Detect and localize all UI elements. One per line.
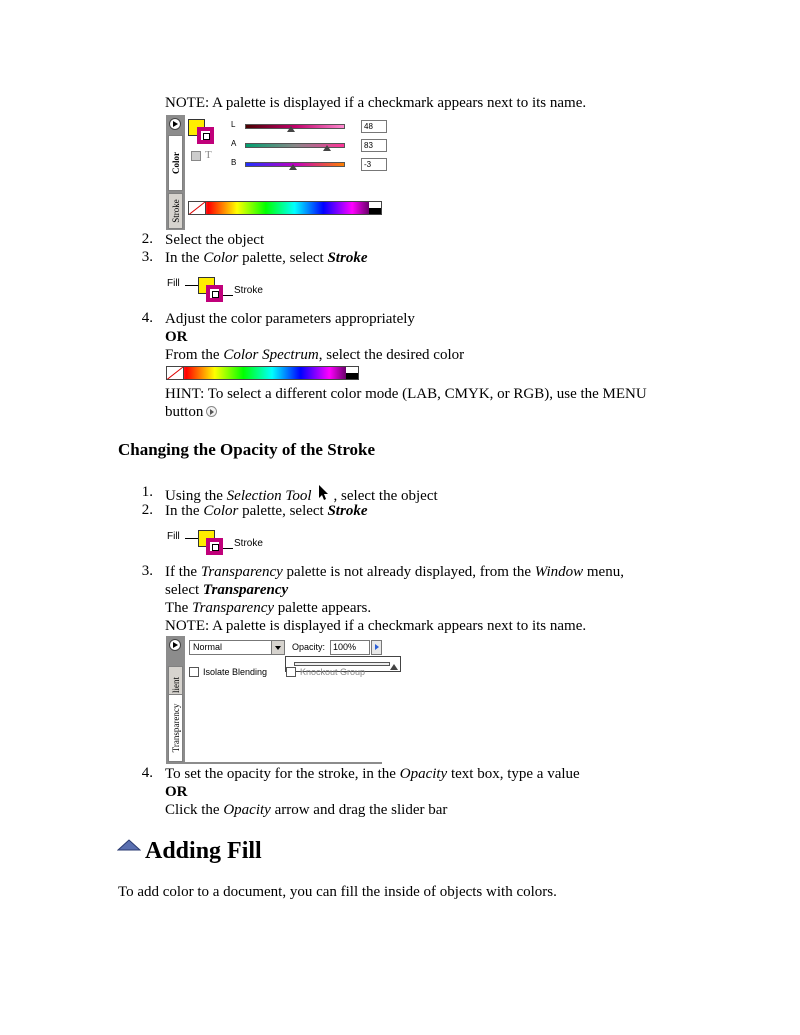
tab-stroke[interactable]: Stroke [168, 193, 183, 229]
stroke-swatch[interactable] [197, 127, 214, 144]
or-text: OR [165, 329, 188, 345]
slider-b-value[interactable]: -3 [361, 158, 387, 171]
slider-a-value[interactable]: 83 [361, 139, 387, 152]
color-spectrum-bar[interactable] [166, 366, 359, 380]
color-palette-body [185, 115, 384, 230]
slider-a-thumb[interactable] [323, 145, 331, 151]
step-text: Adjust the color parameters appropriately [165, 311, 415, 327]
note-text: NOTE: A palette is displayed if a checkmark appears next to its name. [165, 618, 587, 634]
tab-transparency[interactable]: Transparency [168, 694, 183, 762]
stroke-swatch [206, 538, 223, 555]
fill-stroke-icon: Fill Stroke [167, 528, 277, 558]
palette-menu-icon[interactable] [169, 118, 181, 130]
color-palette-image [166, 115, 384, 230]
note-text: NOTE: A palette is displayed if a checkmark appears next to its name. [165, 95, 587, 111]
selection-tool-icon [315, 484, 331, 502]
fill-stroke-icon: Fill Stroke [167, 275, 277, 305]
step-number: 4. [141, 310, 153, 326]
text-icon[interactable]: T [205, 149, 212, 161]
step-number: 3. [141, 563, 153, 579]
slider-b[interactable]: B -3 [231, 158, 381, 172]
tab-gradient[interactable]: lient [168, 666, 183, 704]
container-icon[interactable] [191, 151, 201, 161]
palette-tab-strip [166, 115, 185, 230]
black-white-swatch[interactable] [369, 202, 381, 214]
knockout-group-checkbox[interactable] [286, 667, 296, 677]
slider-l-thumb[interactable] [287, 126, 295, 132]
transparency-palette-image [166, 636, 382, 764]
transparency-palette-body [185, 636, 382, 764]
slider-b-thumb[interactable] [289, 164, 297, 170]
none-swatch[interactable] [167, 367, 184, 379]
chevron-down-icon[interactable] [271, 641, 284, 654]
step-text: In the Color palette, select Stroke [165, 503, 368, 519]
step-alt-text: Click the Opacity arrow and drag the slider bar [165, 802, 448, 818]
step-text-continued: select Transparency [165, 582, 289, 598]
none-swatch[interactable] [189, 202, 206, 214]
intro-paragraph: To add color to a document, you can fill the inside of objects with colors. [118, 884, 557, 900]
tab-color[interactable]: Color [168, 135, 183, 191]
isolate-blending-label: Isolate Blending [203, 667, 268, 677]
slider-l[interactable]: L 48 [231, 120, 381, 134]
palette-menu-icon[interactable] [169, 639, 181, 651]
result-text: The Transparency palette appears. [165, 600, 372, 616]
opacity-slider-knob[interactable] [390, 664, 398, 670]
hint-text: HINT: To select a different color mode (LAB, CMYK, or RGB), use the MENU [165, 386, 647, 402]
opacity-arrow-button[interactable] [371, 640, 382, 655]
step-text: To set the opacity for the stroke, in the Opacity text box, type a value [165, 766, 580, 782]
slider-l-value[interactable]: 48 [361, 120, 387, 133]
isolate-blending-checkbox[interactable] [189, 667, 199, 677]
opacity-slider-track[interactable] [294, 662, 390, 666]
step-number: 2. [141, 502, 153, 518]
slider-a[interactable]: A 83 [231, 139, 381, 153]
step-text: Select the object [165, 232, 265, 248]
up-arrow-icon[interactable] [117, 838, 141, 852]
step-text: Using the Selection Tool , select the object [165, 484, 438, 505]
step-number: 1. [141, 484, 153, 500]
knockout-group-label: Knockout Group [300, 667, 366, 677]
hint-text-continued: button [165, 403, 203, 421]
step-number: 4. [141, 765, 153, 781]
or-text: OR [165, 784, 188, 800]
page-heading: Adding Fill [145, 838, 262, 864]
step-alt-text: From the Color Spectrum, select the desired color [165, 347, 465, 363]
step-text: If the Transparency palette is not already displayed, from the Window menu, [165, 564, 624, 580]
section-heading: Changing the Opacity of the Stroke [118, 440, 376, 459]
opacity-input[interactable]: 100% [330, 640, 370, 655]
step-text: In the Color palette, select Stroke [165, 250, 368, 266]
black-white-swatch[interactable] [346, 367, 358, 379]
menu-button-icon [206, 406, 217, 417]
stroke-swatch [206, 285, 223, 302]
color-spectrum-bar[interactable] [188, 201, 382, 215]
palette-tab-strip [166, 636, 185, 764]
blend-mode-select[interactable]: Normal [189, 640, 285, 655]
step-number: 2. [141, 231, 153, 247]
step-number: 3. [141, 249, 153, 265]
opacity-label: Opacity: [292, 642, 326, 652]
